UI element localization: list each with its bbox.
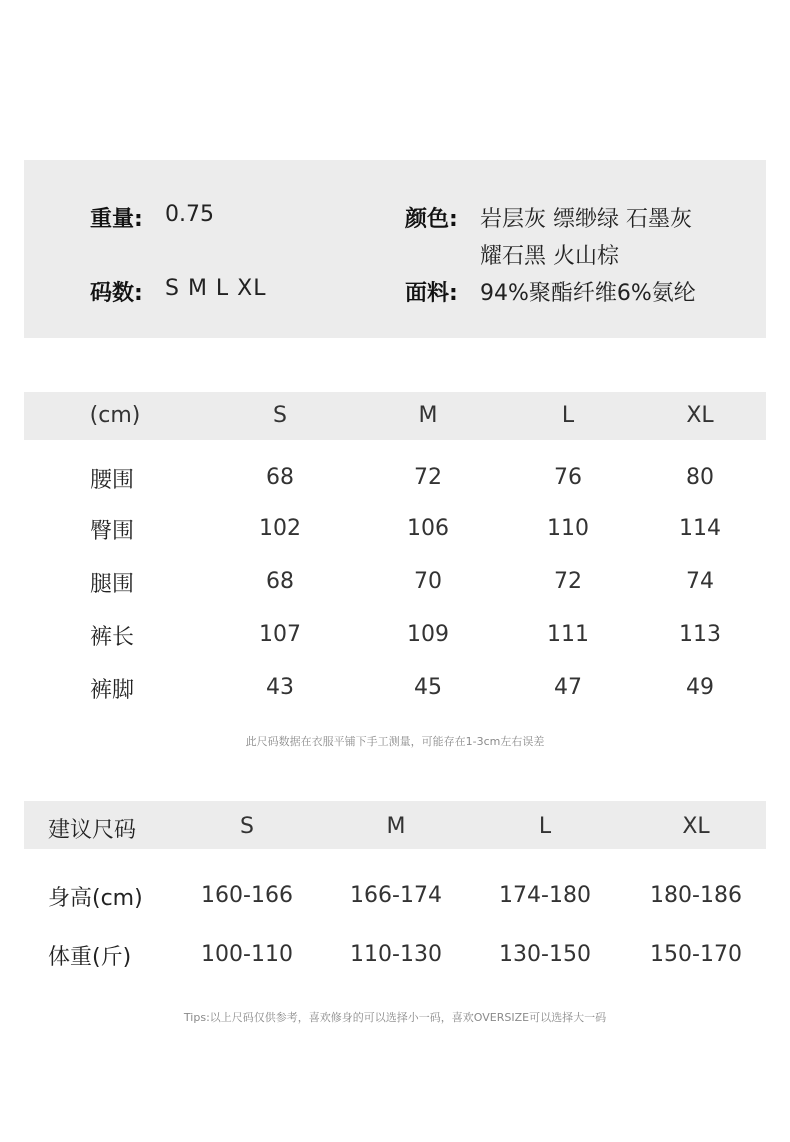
table-cell: 47 — [554, 675, 582, 700]
rec-col-l: L — [538, 814, 552, 839]
weight-value: 0.75 — [165, 202, 214, 227]
measure-note: 此尺码数据在衣服平铺下手工测量，可能存在1-3cm左右误差 — [245, 735, 545, 748]
fabric-label: 面料: — [405, 281, 458, 306]
row-weight-label: 体重(斤) — [48, 945, 132, 970]
row-length-label: 裤长 — [90, 625, 135, 650]
col-s: S — [273, 403, 287, 428]
table-cell: 100-110 — [201, 942, 293, 967]
table-cell: 49 — [686, 675, 714, 700]
color-value-line2: 耀石黑 火山棕 — [480, 244, 619, 269]
unit-label: (cm) — [89, 403, 141, 428]
table-cell: 111 — [547, 622, 589, 647]
color-value-line1: 岩层灰 缥缈绿 石墨灰 — [480, 207, 692, 232]
col-l: L — [561, 403, 575, 428]
col-xl: XL — [686, 403, 714, 428]
table-cell: 150-170 — [650, 942, 742, 967]
rec-col-xl: XL — [682, 814, 710, 839]
recommend-header-label: 建议尺码 — [48, 818, 137, 843]
table-cell: 68 — [266, 465, 294, 490]
table-cell: 72 — [554, 569, 582, 594]
table-cell: 74 — [686, 569, 714, 594]
table-cell: 114 — [679, 516, 721, 541]
table-cell: 106 — [407, 516, 449, 541]
table-cell: 80 — [686, 465, 714, 490]
rec-col-s: S — [240, 814, 254, 839]
row-thigh-label: 腿围 — [90, 572, 135, 597]
row-height-label: 身高(cm) — [48, 886, 143, 911]
table-cell: 160-166 — [201, 883, 293, 908]
table-cell: 102 — [259, 516, 301, 541]
table-cell: 45 — [414, 675, 442, 700]
table-cell: 72 — [414, 465, 442, 490]
row-hip-label: 臀围 — [90, 519, 135, 544]
rec-col-m: M — [386, 814, 406, 839]
table-cell: 43 — [266, 675, 294, 700]
row-waist-label: 腰围 — [90, 468, 135, 493]
table-cell: 174-180 — [499, 883, 591, 908]
table-cell: 130-150 — [499, 942, 591, 967]
table-cell: 70 — [414, 569, 442, 594]
table-cell: 166-174 — [350, 883, 442, 908]
table-cell: 76 — [554, 465, 582, 490]
col-m: M — [418, 403, 438, 428]
fabric-value: 94%聚酯纤维6%氨纶 — [480, 281, 696, 306]
size-label: 码数: — [90, 281, 143, 306]
table-cell: 180-186 — [650, 883, 742, 908]
row-hem-label: 裤脚 — [90, 678, 135, 703]
table-cell: 107 — [259, 622, 301, 647]
table-cell: 113 — [679, 622, 721, 647]
size-value: S M L XL — [165, 276, 267, 301]
table-cell: 110 — [547, 516, 589, 541]
tips-note: Tips:以上尺码仅供参考，喜欢修身的可以选择小一码，喜欢OVERSIZE可以选择大一码 — [183, 1011, 607, 1024]
product-info-panel — [24, 160, 766, 338]
color-label: 颜色: — [405, 207, 458, 232]
weight-label: 重量: — [90, 207, 143, 232]
table-cell: 109 — [407, 622, 449, 647]
table-cell: 110-130 — [350, 942, 442, 967]
table-cell: 68 — [266, 569, 294, 594]
